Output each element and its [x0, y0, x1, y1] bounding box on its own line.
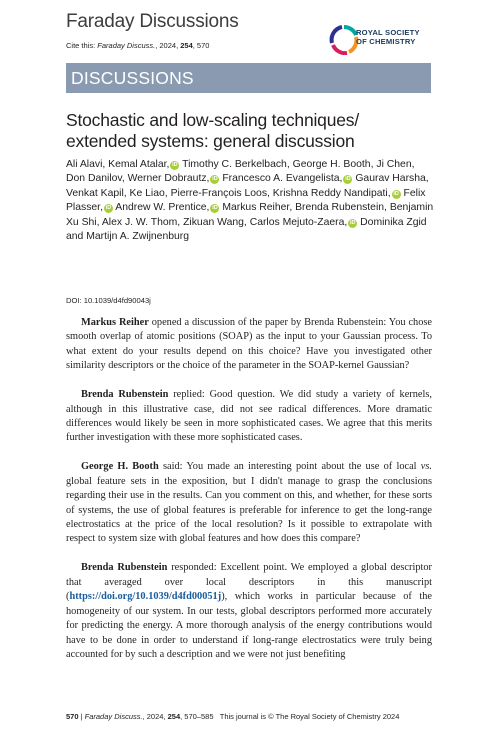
- paragraph-text-cont: global feature sets in the exposition, but I didn't manage to grasp the conclusions regarding their use in the results. Can you comment on this, and whether, for these sorts of systems, the use of global features is preferable for inference to get the long-range electrostatics at the price of the local resolution? Is it possible to extrapolate with respect to system size with global features and how does this compare?: [66, 475, 432, 545]
- author-name: Kemal Atalar,: [108, 159, 170, 170]
- speaker-name: Markus Reiher: [81, 317, 149, 328]
- author-name: Gaurav Harsha,: [355, 173, 429, 185]
- footer-pages: , 570–585: [180, 712, 214, 721]
- paragraph-text: responded: Excellent point. We employed a global descriptor that averaged over local descriptors in this manuscript (: [66, 562, 432, 603]
- speaker-name: George H. Booth: [81, 461, 159, 473]
- author-list: [66, 158, 436, 244]
- author-name: Carlos Mejuto-Zaera,: [249, 216, 348, 228]
- paragraph-text: replied: Good question. We did study a variety of kernels, although in this illustrative case, did not see radical differences. More dramatic differences would likely be seen in more sophisticated cases. We agree that this merits further investigation with these more sophisticated cases.: [66, 389, 432, 444]
- orcid-icon[interactable]: iD: [345, 176, 351, 183]
- author-name: and Martijn A. Zwijnenburg: [66, 231, 190, 243]
- publisher-line-1: ROYAL SOCIETY: [356, 28, 420, 37]
- rsc-logo-icon: [329, 25, 359, 55]
- orcid-icon[interactable]: iD: [212, 205, 218, 212]
- author-name: Alex J. W. Thom,: [101, 216, 181, 228]
- footer-journal: Faraday Discuss.: [84, 712, 143, 721]
- orcid-icon[interactable]: iD: [172, 162, 178, 168]
- discussion-body: [66, 316, 432, 677]
- publisher-line-2: OF CHEMISTRY: [356, 37, 416, 47]
- author-name: Andrew W. Prentice,: [115, 202, 210, 214]
- author-name: Werner Dobrautz,: [127, 173, 210, 185]
- doi-link[interactable]: https://doi.org/10.1039/d4fd00051j: [69, 591, 222, 603]
- author-name: George H. Booth,: [292, 159, 374, 170]
- author-name: Markus Reiher,: [222, 202, 293, 214]
- author-name: Ke Liao,: [129, 187, 168, 199]
- article-doi: DOI: 10.1039/d4fd90043j: [66, 296, 151, 305]
- author-name: Brenda Rubenstein,: [295, 202, 387, 214]
- journal-title: Faraday Discussions: [66, 11, 239, 32]
- cite-journal: Faraday Discuss.: [97, 41, 156, 50]
- cite-year: , 2024,: [155, 41, 179, 50]
- cite-line: [66, 41, 209, 50]
- paragraph-3: [66, 460, 432, 546]
- author-name: Timothy C. Berkelbach,: [182, 159, 290, 170]
- paragraph-text: said: You made an interesting point about the use of local: [158, 461, 421, 473]
- author-name: Venkat Kapil,: [66, 187, 127, 199]
- paragraph-2: [66, 388, 432, 446]
- section-label: DISCUSSIONS: [71, 68, 194, 88]
- footer-sep: |: [78, 712, 85, 721]
- cite-page: , 570: [192, 41, 210, 50]
- page-footer: [66, 712, 399, 721]
- author-name: Zikuan Wang,: [183, 216, 247, 228]
- author-name: Don Danilov,: [66, 173, 125, 185]
- publisher-name: [356, 28, 420, 47]
- footer-year: , 2024,: [142, 712, 166, 721]
- author-name: Ji Chen,: [376, 159, 415, 170]
- paragraph-text-cont: ), which works in particular because of the homogeneity of our system. In our tests, global descriptors performed more accurately for predicting the energy. A more thorough analysis of the energy contributions would have to be done in order to understand if long-range electrostatics were truly being accounted for by such a description and we were not just benefiting: [66, 591, 432, 660]
- author-name: Felix Plasser,: [66, 187, 426, 214]
- author-name: Ali Alavi,: [66, 159, 106, 170]
- article-title: Stochastic and low-scaling techniques/ extended systems: general discussion: [66, 110, 359, 151]
- italic-vs: vs.: [420, 461, 432, 473]
- author-name: Dominika Zgid: [360, 216, 427, 228]
- orcid-icon[interactable]: iD: [350, 219, 356, 226]
- page-number: 570: [66, 712, 79, 721]
- speaker-name: Brenda Rubenstein: [81, 562, 168, 574]
- author-name: Krishna Reddy Nandipati,: [272, 187, 391, 199]
- author-name: Benjamin Xu Shi,: [66, 202, 434, 228]
- paragraph-1: [66, 316, 432, 374]
- section-banner: [66, 63, 431, 93]
- orcid-icon[interactable]: iD: [393, 190, 399, 197]
- orcid-icon[interactable]: iD: [105, 205, 112, 212]
- orcid-icon[interactable]: iD: [212, 176, 218, 183]
- speaker-name: Brenda Rubenstein: [81, 389, 169, 401]
- paragraph-text: opened a discussion of the paper by Brenda Rubenstein: You chose smooth overlap of atomic positions (SOAP) as the input to your Gaussian process. To what extent do your results depend on this choice? Have you investigated other similarity descriptors or the choice of the parameter in the SOAP-kernel Gaussian?: [66, 317, 432, 372]
- cite-prefix: Cite this:: [66, 41, 96, 50]
- footer-volume: 254: [167, 712, 181, 721]
- author-name: Francesco A. Evangelista,: [222, 173, 343, 185]
- author-name: Pierre-François Loos,: [170, 187, 270, 199]
- paragraph-4: [66, 561, 432, 662]
- cite-volume: 254: [180, 41, 193, 50]
- footer-copyright: This journal is © The Royal Society of Chemistry 2024: [219, 712, 400, 721]
